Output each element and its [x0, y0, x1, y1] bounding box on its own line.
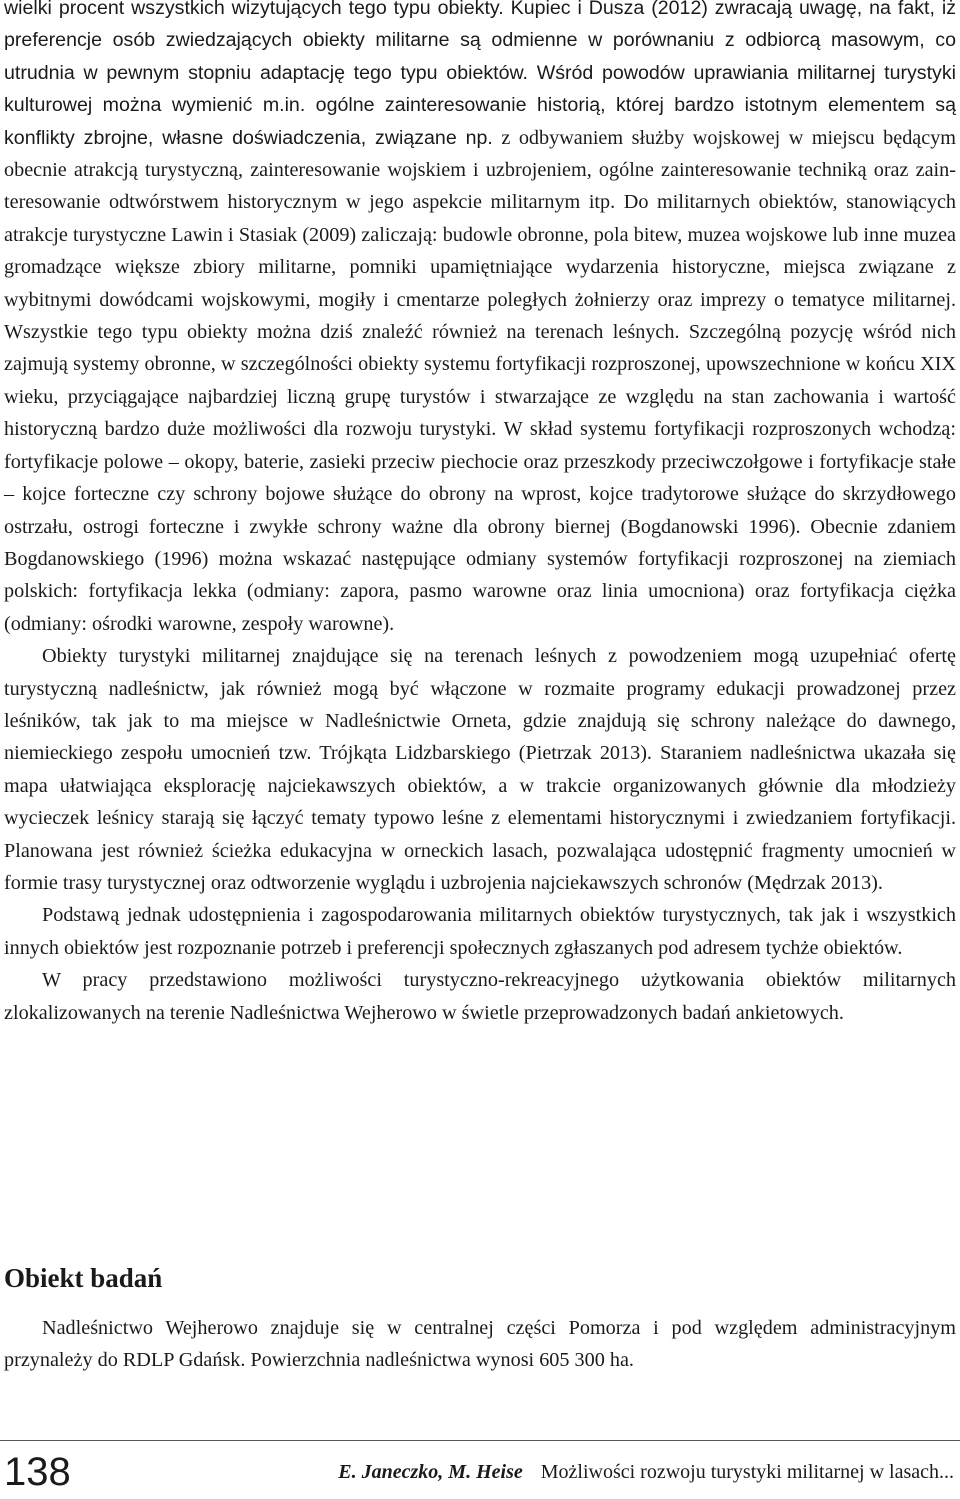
footer-title: Możliwości rozwoju turystyki militarnej w lasach... — [540, 1461, 954, 1483]
paragraph-1 — [4, 0, 956, 640]
paragraph-1-part-b: z odbywaniem służby wojskowej w miejscu będącym obecnie atrakcją turystyczną, zainteresowanie wojskiem i uzbrojeniem, ogólne zainteresowanie techniką oraz zainteresowanie odtwórstwem historycznym w jego aspekcie militarnym itp. Do militarnych obiektów, stanowiących atrakcje turystyczne Lawin i Stasiak (2009) zaliczają: budowle obronne, pola bitew, muzea wojskowe lub inne muzea gromadzące większe zbiory militarne, pomniki upamiętniające wydarzenia historyczne, miejsca związane z wybitnymi dowódcami wojskowymi, mogiły i cmentarze poległych żołnierzy oraz imprezy o tematyce militarnej. Wszystkie tego typu obiekty można dziś znaleźć również na terenach leśnych. Szczególną pozycję wśród nich zajmują systemy obronne, w szczególności obiekty systemu fortyfikacji rozproszonej, upowszechnione w końcu XIX wieku, przyciągające najbardziej liczną grupę turystów i stwarzające ze względu na stan zachowania i wartość historyczną bardzo duże możliwości dla rozwoju turystyki. W skład systemu fortyfikacji rozproszonych wchodzą: fortyfikacje polowe – okopy, baterie, zasieki przeciw piechocie oraz przeszkody przeciwczołgowe i fortyfikacje stałe – kojce forteczne czy schrony bojowe służące do obrony na wprost, kojce tradytorowe służące do skrzydłowego ostrzału, ostrogi forteczne i zwykłe schrony ważne dla obrony biernej (Bogdanowski 1996). Obecnie zdaniem Bogdanowskiego (1996) można wskazać następujące odmiany systemów fortyfikacji rozproszonej na ziemiach polskich: fortyfikacja lekka (odmiany: zapora, pasmo warowne oraz linia umocniona) oraz fortyfikacja ciężka (odmiany: ośrodki warowne, zespoły warowne). — [4, 126, 957, 635]
section-heading: Obiekt badań — [4, 1263, 163, 1293]
footer-divider — [0, 1440, 960, 1441]
paragraph-4: W pracy przedstawiono możliwości turystyczno-rekreacyjnego użytkowania obiektów militarnych zlokalizowanych na terenie Nadleśnictwa Wejherowo w świetle przeprowadzonych badań ankietowych. — [4, 969, 956, 1024]
page-number: 138 — [4, 1450, 71, 1494]
paragraph-2: Obiekty turystyki militarnej znajdujące się na terenach leśnych z powodzeniem mogą uzupełniać ofertę turystyczną nadleśnictw, jak również mogą być włączone w rozmaite programy edukacji prowadzonej przez leśników, tak jak to ma miejsce w Nadleśnictwie Orneta, gdzie znajdują się schrony należące do dawnego, niemieckiego zespołu umocnień tzw. Trójkąta Lidzbarskiego (Pietrzak 2013). Staraniem nadleśnictwa ukazała się mapa ułatwiająca eksplorację najciekawszych obiektów, a w trakcie organizowanych głównie dla młodzieży wycieczek leśnicy starają się łączyć tematy typowo leśne z elementami historycznymi i zwiedzaniem fortyfikacji. Planowana jest również ścieżka edukacyjna w orneckich lasach, pozwalająca udostępnić fragmenty umocnień w formie trasy turystycznej oraz odtworzenie wyglądu i uzbrojenia najciekawszych schronów (Mędrzak 2013). — [4, 645, 956, 894]
section-text — [4, 1312, 956, 1377]
paragraph-3: Podstawą jednak udostępnienia i zagospodarowania militarnych obiektów turystycznych, tak jak i wszystkich innych obiektów jest rozpoznanie potrzeb i preferencji społecznych zgłaszanych pod adresem tychże obiektów. — [4, 904, 956, 959]
paragraph-1-part-a: wielki procent wszystkich wizytujących tego typu obiekty. Kupiec i Dusza (2012) zwracają uwagę, na fakt, iż preferencje osób zwiedzających obiekty militarne są odmienne w porównaniu z odbiorcą masowym, co utrudnia w pewnym stopniu adaptację tego typu obiektów. Wśród powodów uprawiania militarnej turystyki kulturowej można wymienić m.in. ogólne zainteresowanie historią, której bardzo istotnym elementem są konflikty zbrojne, własne doświadczenia, związane np. — [4, 0, 956, 149]
footer-authors: E. Janeczko, M. Heise — [338, 1461, 523, 1483]
body-text — [4, 0, 956, 1029]
running-footer — [338, 1459, 954, 1485]
section-paragraph-1: Nadleśnictwo Wejherowo znajduje się w centralnej części Pomorza i pod względem administracyjnym przynależy do RDLP Gdańsk. Powierzchnia nadleśnictwa wynosi 605 300 ha. — [4, 1317, 956, 1372]
